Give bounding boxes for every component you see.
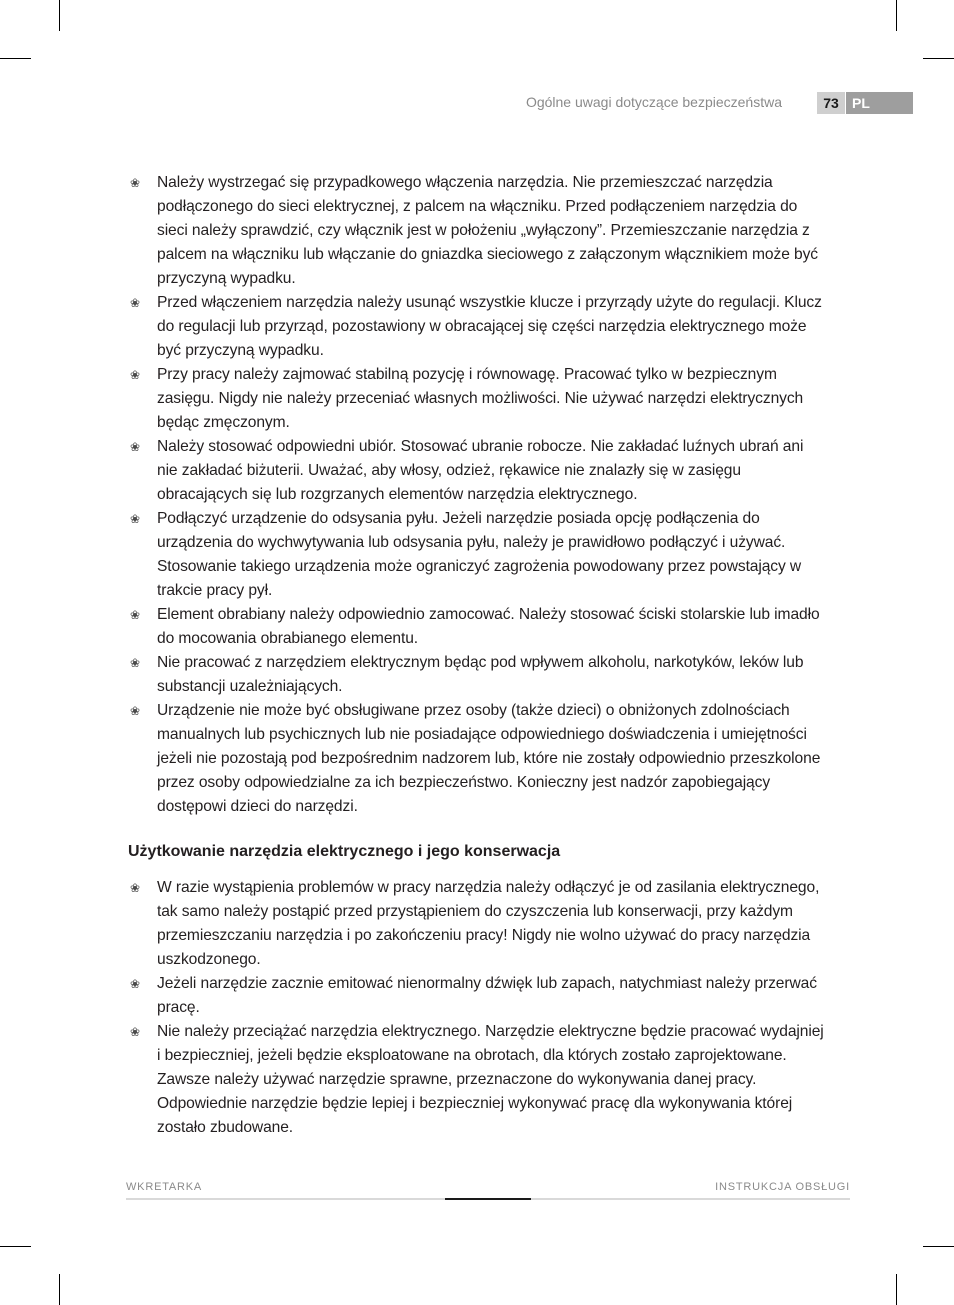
list-item-text: Przed włączeniem narzędzia należy usunąć wszystkie klucze i przyrządy użyte do regulacji. Klucz do regulacji lub przyrząd, pozostawiony w obracającej się części narzędzia elektrycznego może być przyczyną wypadku. xyxy=(157,294,822,359)
flower-bullet-icon: ❀ xyxy=(130,176,140,190)
flower-bullet-icon: ❀ xyxy=(130,1025,140,1039)
crop-mark xyxy=(0,58,31,59)
section-heading: Użytkowanie narzędzia elektrycznego i jego konserwacja xyxy=(128,843,561,860)
crop-mark xyxy=(896,1274,897,1305)
list-item xyxy=(128,1020,828,1140)
list-item-text: Nie należy przeciążać narzędzia elektrycznego. Narzędzie elektryczne będzie pracować wydajniej i bezpieczniej, jeżeli będzie eksploatowane na obrotach, dla których zostało zaprojektowane. Zawsze należy używać narzędzie sprawne, przeznaczone do wykonywania danej pracy. Odpowiednie narzędzie będzie lepiej i bezpieczniej wykonywać pracę dla wykonywania której zostało zbudowane. xyxy=(157,1023,824,1136)
list-item-text: W razie wystąpienia problemów w pracy narzędzia należy odłączyć je od zasilania elektrycznego, tak samo należy postąpić przed przystąpieniem do czyszczenia lub konserwacji, przy każdym przemieszczaniu narzędzia i po zakończeniu pracy! Nigdy nie wolno używać do pracy narzędzia uszkodzonego. xyxy=(157,879,820,968)
page-number: 73 xyxy=(817,92,845,114)
list-item-text: Urządzenie nie może być obsługiwane przez osoby (także dzieci) o obniżonych zdolnościach manualnych lub psychicznych lub nie posiadające odpowiedniego doświadczenia i umiejętności jeżeli nie pozostają pod bezpośrednim nadzorem lub, które nie zostały odpowiednio przeszkolone przez osoby odpowiedzialne za ich bezpieczeństwo. Konieczny jest nadzór zapobiegający dostępowi dzieci do narzędzi. xyxy=(157,702,821,815)
flower-bullet-icon: ❀ xyxy=(130,656,140,670)
list-item xyxy=(128,603,828,651)
flower-bullet-icon: ❀ xyxy=(130,296,140,310)
flower-bullet-icon: ❀ xyxy=(130,704,140,718)
list-item-text: Element obrabiany należy odpowiednio zamocować. Należy stosować ściski stolarskie lub imadło do mocowania obrabianego elementu. xyxy=(157,606,820,647)
crop-mark xyxy=(0,1246,31,1247)
header-title: Ogólne uwagi dotyczące bezpieczeństwa xyxy=(525,94,782,110)
footer-divider-accent xyxy=(445,1198,531,1200)
flower-bullet-icon: ❀ xyxy=(130,608,140,622)
footer-product-name: WKRETARKA xyxy=(126,1181,203,1193)
flower-bullet-icon: ❀ xyxy=(130,440,140,454)
list-item xyxy=(128,507,828,603)
crop-mark xyxy=(59,1274,60,1305)
list-item-text: Należy stosować odpowiedni ubiór. Stosować ubranie robocze. Nie zakładać luźnych ubrań ani nie zakładać biżuterii. Uważać, aby włosy, odzież, rękawice nie znalazły się w zasięgu obracających się lub rozgrzanych elementów narzędzia elektrycznego. xyxy=(157,438,804,503)
safety-list-section xyxy=(128,171,828,819)
language-tab: PL xyxy=(846,92,913,114)
list-item-text: Jeżeli narzędzie zacznie emitować nienormalny dźwięk lub zapach, natychmiast należy przerwać pracę. xyxy=(157,975,817,1016)
list-item-text: Podłączyć urządzenie do odsysania pyłu. Jeżeli narzędzie posiada opcję podłączenia do urządzenia do wychwytywania lub odsysania pyłu, należy je prawidłowo podłączyć i używać. Stosowanie takiego urządzenia może ograniczyć zagrożenia powodowany przez powstający w trakcie pracy pył. xyxy=(157,510,802,599)
list-item xyxy=(128,171,828,291)
list-item xyxy=(128,363,828,435)
list-item xyxy=(128,435,828,507)
crop-mark xyxy=(59,0,60,31)
list-item xyxy=(128,876,828,972)
list-item-text: Nie pracować z narzędziem elektrycznym będąc pod wpływem alkoholu, narkotyków, leków lub substancji uzależniających. xyxy=(157,654,804,695)
flower-bullet-icon: ❀ xyxy=(130,368,140,382)
list-item-text: Należy wystrzegać się przypadkowego włączenia narzędzia. Nie przemieszczać narzędzia podłączonego do sieci elektrycznej, z palcem na włączniku. Przed podłączeniem narzędzia do sieci należy sprawdzić, czy włącznik jest w położeniu „wyłączony”. Przemieszczanie narzędzia z palcem na włączniku lub włączanie do gniazdka sieciowego z załączonym włącznikiem może być przyczyną wypadku. xyxy=(157,174,818,287)
list-item xyxy=(128,699,828,819)
footer-manual-title: INSTRUKCJA OBSŁUGI xyxy=(715,1181,850,1193)
crop-mark xyxy=(896,0,897,31)
usage-list xyxy=(128,876,828,1140)
list-item-text: Przy pracy należy zajmować stabilną pozycję i równowagę. Pracować tylko w bezpiecznym zasięgu. Nigdy nie należy przeceniać własnych możliwości. Nie używać narzędzi elektrycznych będąc zmęczonym. xyxy=(157,366,804,431)
list-item xyxy=(128,651,828,699)
usage-list-section xyxy=(128,876,828,1140)
flower-bullet-icon: ❀ xyxy=(130,977,140,991)
list-item xyxy=(128,972,828,1020)
flower-bullet-icon: ❀ xyxy=(130,881,140,895)
flower-bullet-icon: ❀ xyxy=(130,512,140,526)
list-item xyxy=(128,291,828,363)
crop-mark xyxy=(923,58,954,59)
safety-list xyxy=(128,171,828,819)
crop-mark xyxy=(923,1246,954,1247)
